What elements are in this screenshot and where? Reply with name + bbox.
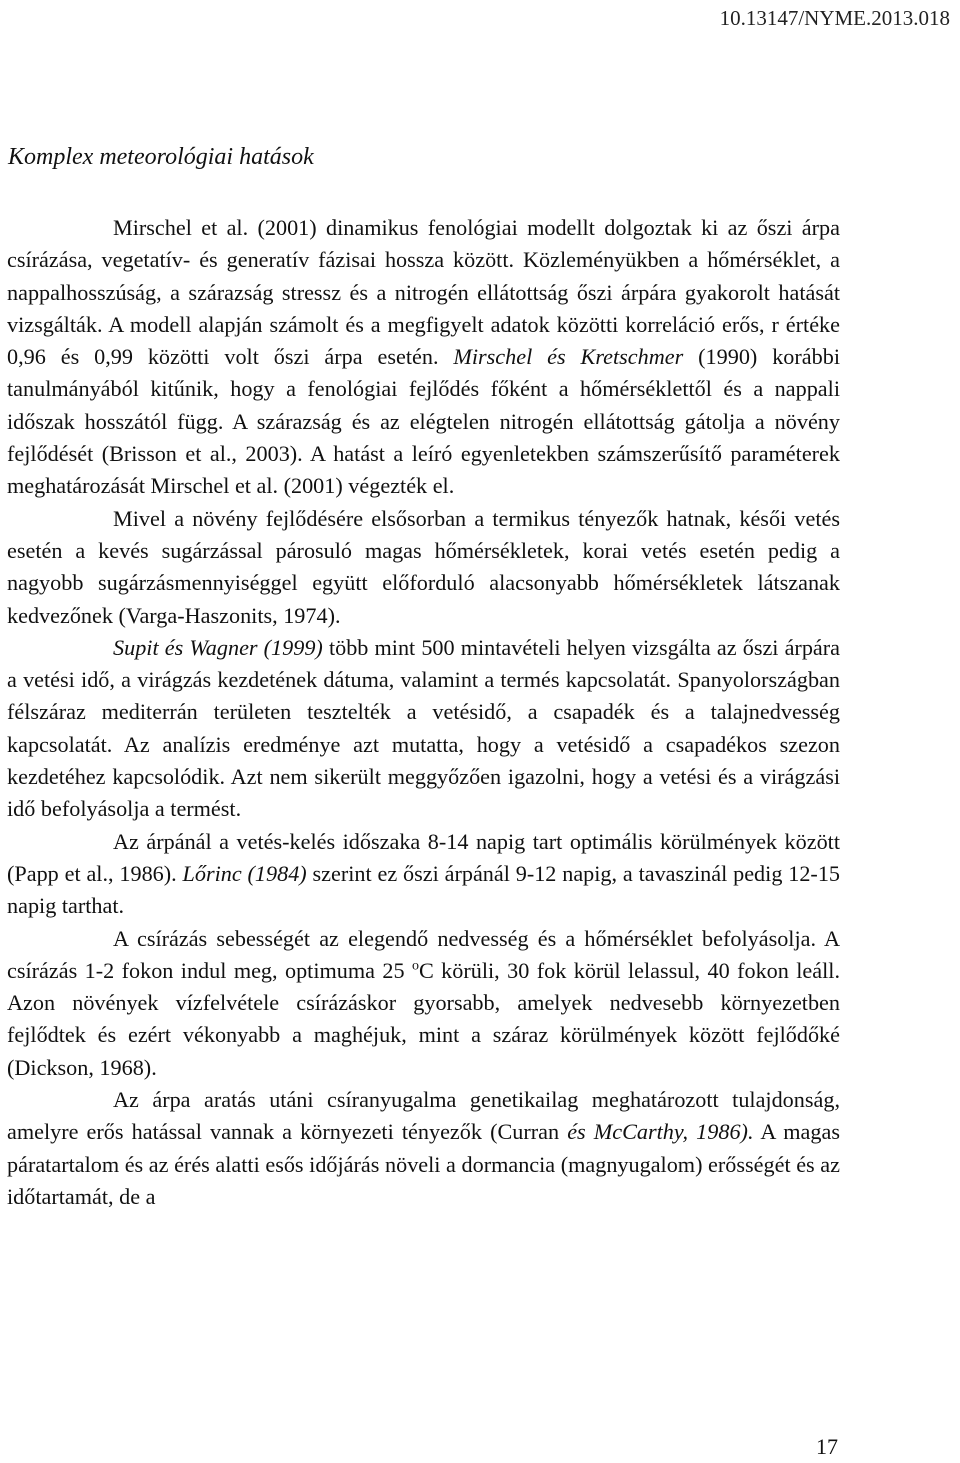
body-text: [7, 212, 840, 1213]
paragraph-text: szerint ez őszi árpánál 9-12 napig, a tavaszinál pedig 12-15 napig tarthat.: [7, 860, 841, 919]
paragraph-text: A csírázás sebességét az elegendő nedvesség és a hőmérséklet befolyásolja. A csírázás 1-2 fokon indul meg, optimuma 25: [7, 925, 840, 983]
citation: és McCarthy, 1986).: [567, 1119, 754, 1145]
paragraph-text: A magas páratartalom és az érés alatti esős időjárás növeli a dormancia (magnyugalom) erősségét és az időtartamát, de a: [7, 1119, 840, 1209]
section-heading: Komplex meteorológiai hatások: [8, 144, 314, 170]
paragraph-text: Az árpánál a vetés-kelés időszaka 8-14 napig tart optimális körülmények között (Papp et al., 1986).: [7, 828, 840, 886]
paragraph-6: [7, 1084, 840, 1213]
paragraph-1: [7, 212, 840, 503]
paragraph-text: Az árpa aratás utáni csíranyugalma genetikailag meghatározott tulajdonság, amelyre erős hatással vannak a környezeti tényezők (Curran: [7, 1087, 840, 1145]
paragraph-3: [7, 632, 840, 826]
paragraph-text: Mirschel et al. (2001) dinamikus fenológiai modellt dolgoztak ki az őszi árpa csírázása, vegetatív- és generatív fázisai hossza között. Közleményükben a hőmérséklet, a nappalhosszúság, a szárazság stressz és a nitrogén ellátottság őszi árpára gyakorolt hatását vizsgálták. A modell alapján számolt és a megfigyelt adatok közötti korreláció erős, r értéke 0,96 és 0,99 közötti volt őszi árpa esetén.: [7, 215, 840, 370]
doi-header: 10.13147/NYME.2013.018: [719, 6, 950, 30]
paragraph-text: Mivel a növény fejlődésére elsősorban a termikus tényezők hatnak, késői vetés esetén a kevés sugárzással párosuló magas hőmérsékletek, korai vetés esetén pedig a nagyobb sugárzásmennyiséggel együtt előforduló alacsonyabb hőmérsékletek látszanak kedvezőnek (Varga-Haszonits, 1974).: [7, 505, 840, 628]
citation: Mirschel és Kretschmer: [453, 344, 684, 370]
paragraph-5: [7, 923, 840, 1084]
paragraph-text: (1990) korábbi tanulmányából kitűnik, hogy a fenológiai fejlődés főként a hőmérséklettől és a nappali időszak hosszától függ. A szárazság és az elégtelen nitrogén ellátottság gátolja a növény fejlődését (Brisson et al., 2003). A hatást a leíró egyenletekben számszerűsítő paraméterek meghatározását Mirschel et al. (2001) végezték el.: [7, 344, 840, 499]
page-number: 17: [816, 1434, 838, 1459]
paragraph-2: [7, 503, 840, 632]
citation: Lőrinc (1984): [182, 860, 307, 886]
paragraph-text: C körüli, 30 fok körül lelassul, 40 fokon leáll. Azon növények vízfelvétele csírázáskor gyorsabb, amelyek nedvesebb környezetben fejlődtek és ezért vékonyabb a maghéjuk, mint a száraz körülmények között fejlődőké (Dickson, 1968).: [7, 957, 840, 1080]
citation: Supit és Wagner (1999): [113, 634, 323, 660]
paragraph-4: [7, 826, 840, 923]
paragraph-text: több mint 500 mintavételi helyen vizsgálta az őszi árpára a vetési idő, a virágzás kezdetének dátuma, valamint a termés kapcsolatát. Spanyolországban félszáraz mediterrán területen tesztelték a vetésidő, a csapadék és a talajnedvesség kapcsolatát. Az analízis eredménye azt mutatta, hogy a vetésidő a csapadékos szezon kezdetéhez kapcsolódik. Azt nem sikerült meggyőzően igazolni, hogy a vetési és a virágzási idő befolyásolja a termést.: [7, 634, 840, 822]
degree-superscript: o: [411, 958, 419, 974]
